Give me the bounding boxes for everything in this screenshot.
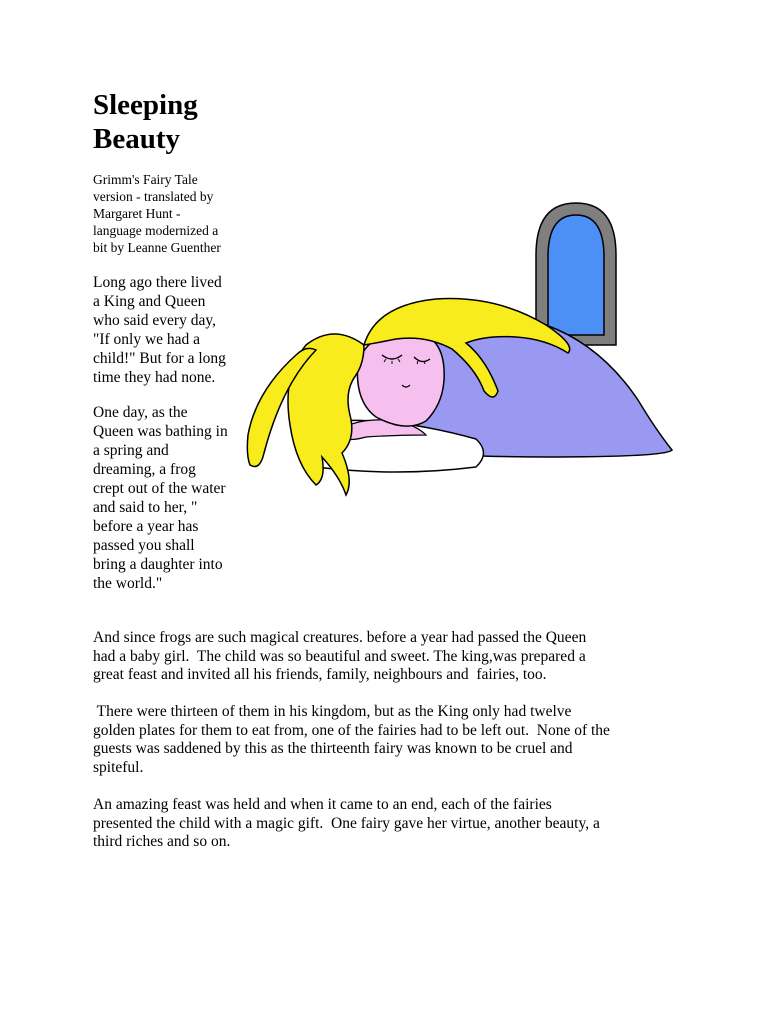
credit-line: Grimm's Fairy Tale xyxy=(93,172,198,187)
text-line: An amazing feast was held and when it came to an end, each of the fairies xyxy=(93,796,552,813)
credit-line: version - translated by xyxy=(93,189,214,204)
text-line: who said every day, xyxy=(93,312,216,329)
credit-line: Margaret Hunt - xyxy=(93,206,181,221)
text-line: great feast and invited all his friends, family, neighbours and fairies, too. xyxy=(93,666,547,684)
title-line-2: Beauty xyxy=(93,123,180,155)
text-line: "If only we had a xyxy=(93,331,201,348)
text-line: crept out of the water xyxy=(93,480,226,497)
text-line: the world." xyxy=(93,575,163,592)
text-line: passed you shall xyxy=(93,537,195,554)
text-line: spiteful. xyxy=(93,759,144,777)
text-line: presented the child with a magic gift. One fairy gave her virtue, another beauty, a xyxy=(93,814,600,832)
text-line: Queen was bathing in xyxy=(93,423,228,440)
text-line: time they had none. xyxy=(93,369,216,386)
text-line: dreaming, a frog xyxy=(93,461,196,478)
text-line: and said to her, " xyxy=(93,499,198,516)
sleeping-beauty-illustration xyxy=(246,195,678,505)
story-paragraph-5 xyxy=(93,796,693,852)
text-line: had a baby girl. The child was so beautiful and sweet. The king,was prepared a xyxy=(93,647,586,665)
page-title xyxy=(93,88,198,156)
text-line: child!" But for a long xyxy=(93,350,226,367)
credit-line: language modernized a xyxy=(93,223,219,238)
text-line: bring a daughter into xyxy=(93,556,223,573)
arched-window xyxy=(536,203,616,345)
translation-credit xyxy=(93,171,253,256)
window-glass xyxy=(548,215,604,335)
text-line: third riches and so on. xyxy=(93,833,231,851)
text-line: And since frogs are such magical creatures. before a year had passed the Queen xyxy=(93,629,587,646)
title-line-1: Sleeping xyxy=(93,89,198,121)
text-line: a spring and xyxy=(93,442,169,459)
story-paragraph-2 xyxy=(93,403,253,593)
story-paragraph-1 xyxy=(93,273,253,387)
text-line: There were thirteen of them in his kingdom, but as the King only had twelve xyxy=(93,703,572,720)
story-paragraph-3 xyxy=(93,629,693,685)
text-line: One day, as the xyxy=(93,404,188,421)
text-line: Long ago there lived xyxy=(93,274,222,291)
text-line: before a year has xyxy=(93,518,199,535)
text-line: a King and Queen xyxy=(93,293,206,310)
text-line: golden plates for them to eat from, one of the fairies had to be left out. None of the xyxy=(93,721,610,739)
text-line: guests was saddened by this as the thirteenth fairy was known to be cruel and xyxy=(93,740,573,758)
story-paragraph-4 xyxy=(93,703,693,778)
face xyxy=(357,331,444,427)
credit-line: bit by Leanne Guenther xyxy=(93,240,221,255)
